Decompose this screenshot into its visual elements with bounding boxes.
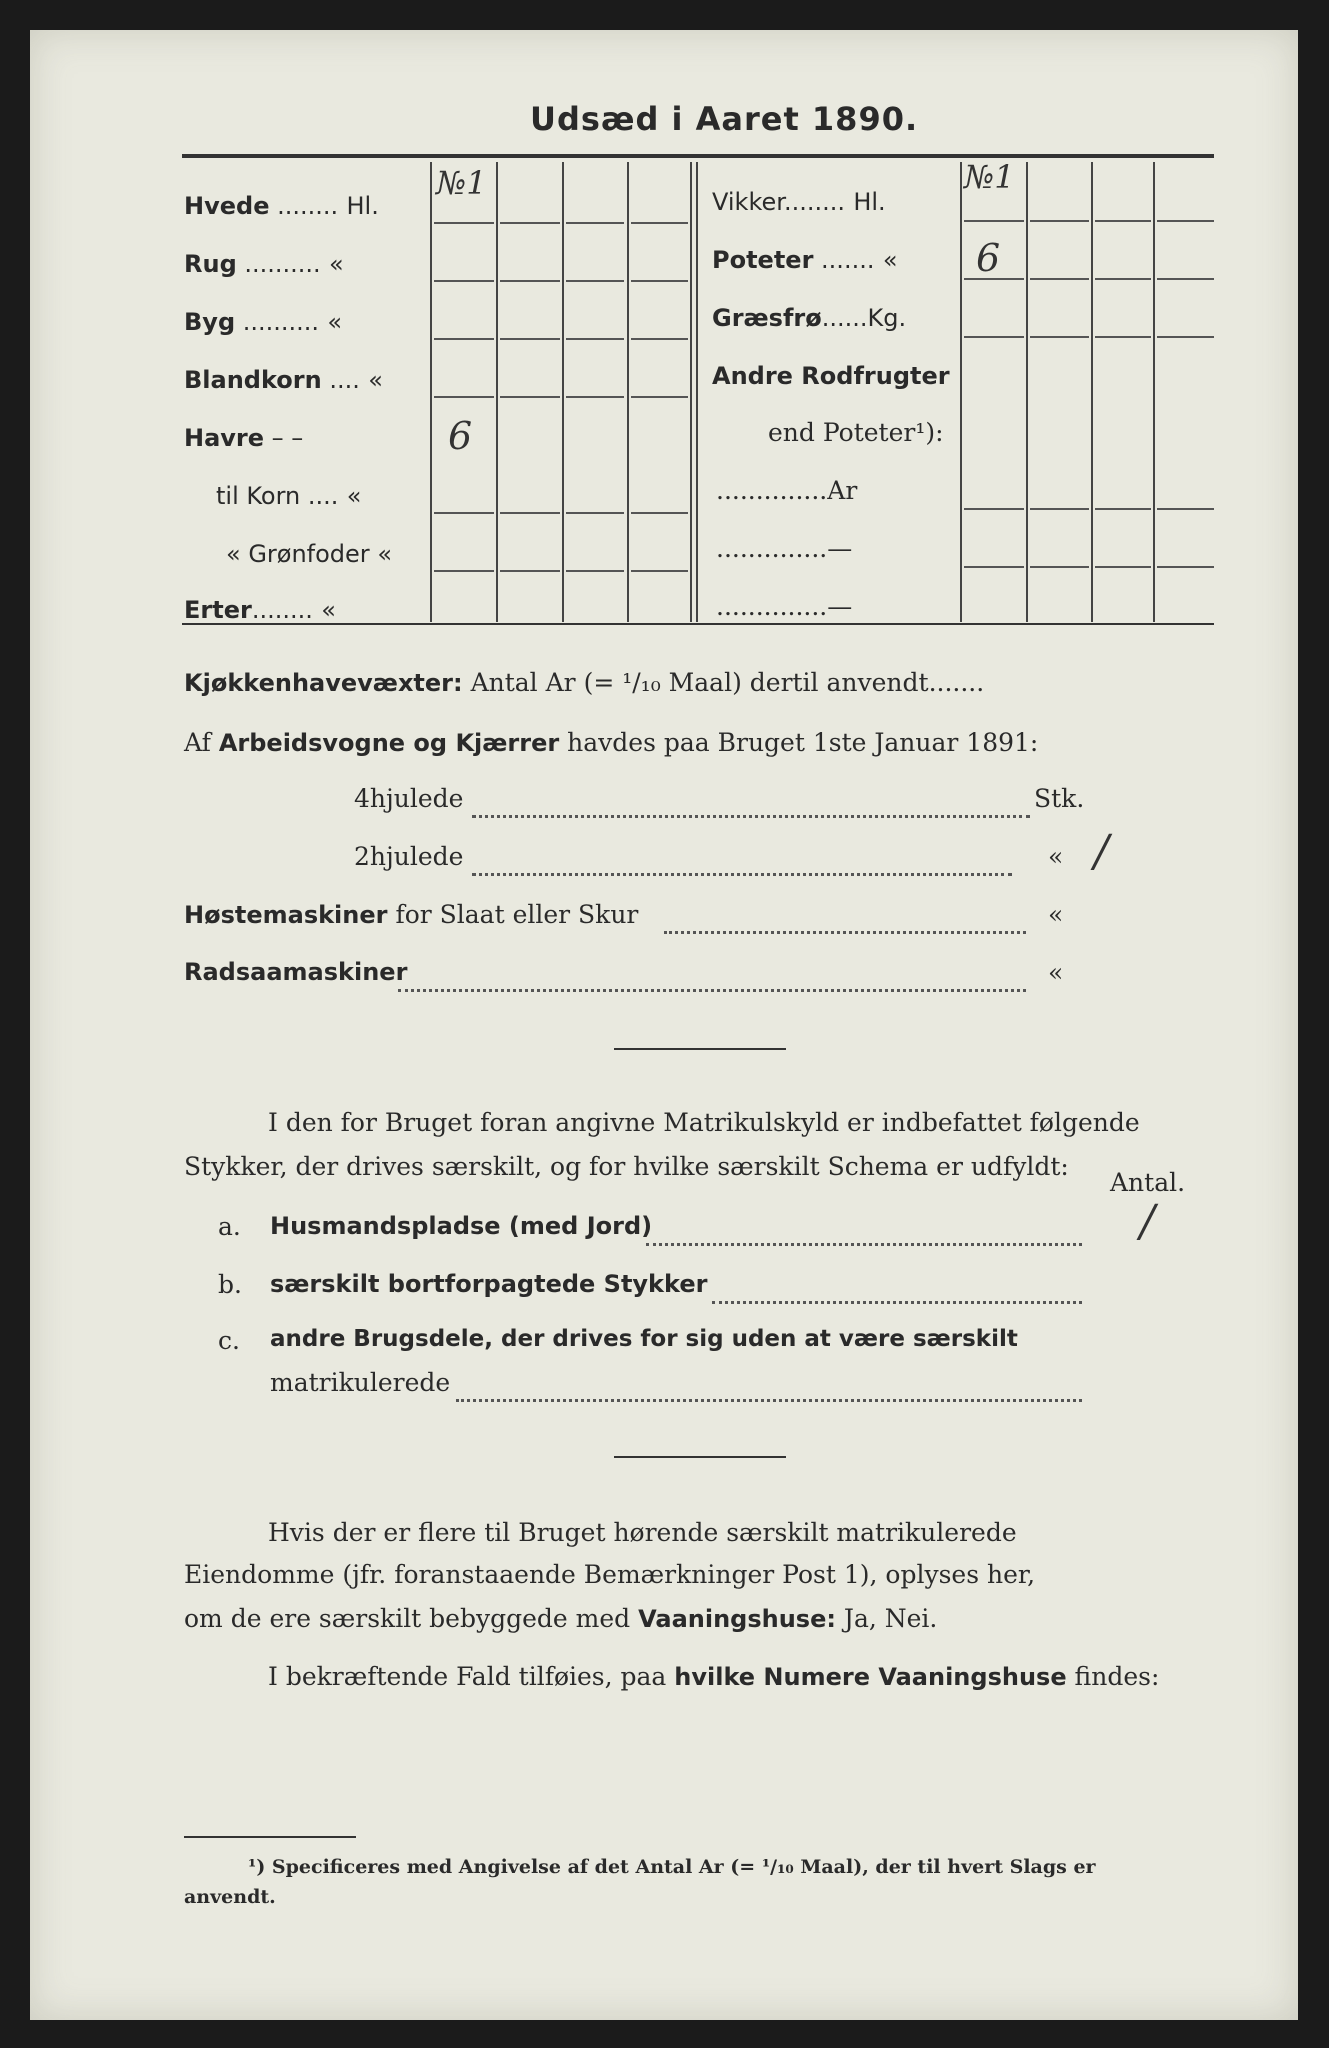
cell-line [500,570,560,572]
cell-line [631,396,688,398]
page-title: Udsæd i Aaret 1890. [530,100,919,138]
col-divider [496,162,498,622]
cell-line [500,280,560,282]
item-a-dots [646,1234,1082,1253]
item-a-letter: a. [218,1212,241,1241]
para2-line1: Hvis der er flere til Bruget hørende særskilt matrikulerede [268,1518,1017,1547]
row-label-ar: ..............Ar [716,476,858,505]
cell-line [1030,566,1089,568]
cell-line [964,220,1024,222]
hjul4-unit: Stk. [1034,784,1085,813]
item-c-dots [456,1390,1082,1409]
row-label-andre-rodfrugter: Andre Rodfrugter [712,362,950,390]
row-label-havre: Havre – – [184,424,304,452]
para2-line3: om de ere særskilt bebyggede med Vaaningshuse: Ja, Nei. [184,1604,938,1633]
row-label-erter: Erter........ « [184,596,336,624]
cell-line [566,338,624,340]
footnote-rule [184,1836,356,1838]
cell-line [631,280,688,282]
cell-line [566,396,624,398]
arbeid-line: Af Arbeidsvogne og Kjærrer havdes paa Bruget 1ste Januar 1891: [184,728,1039,757]
footnote-line1: ¹) Specificeres med Angivelse af det Antal Ar (= ¹/₁₀ Maal), der til hvert Slags er [248,1856,1096,1878]
cell-line [1030,508,1089,510]
row-label-gronfoder: « Grønfoder « [226,540,392,568]
item-b-text: særskilt bortforpagtede Stykker [270,1270,708,1298]
hjul2-label: 2hjulede [354,842,464,871]
para1-line1: I den for Bruget foran angivne Matrikulskyld er indbefattet følgende [268,1108,1140,1137]
cell-line [566,222,624,224]
col-divider [696,162,698,622]
para2-line4: I bekræftende Fald tilføies, paa hvilke Numere Vaaningshuse findes: [268,1662,1160,1691]
cell-line [1157,508,1214,510]
cell-line [500,222,560,224]
cell-line [1095,566,1151,568]
item-b-letter: b. [218,1270,242,1299]
hjul2-dots [472,864,1012,883]
row-label-til-korn: til Korn .... « [216,482,362,510]
cell-line [1030,220,1089,222]
radsaa-dots [398,980,1026,999]
antal-header: Antal. [1110,1168,1186,1197]
col-divider [690,162,692,622]
cell-line [566,570,624,572]
cell-line [1030,336,1089,338]
section-divider [614,1048,786,1050]
cell-line [1157,278,1214,280]
table-bottom-rule [182,623,1214,625]
cell-line [500,512,560,514]
cell-line [500,396,560,398]
cell-line [1095,220,1151,222]
item-c-letter: c. [218,1326,240,1355]
cell-line [1157,566,1214,568]
cell-line [964,508,1024,510]
handwritten-vikker-value: №1 [964,158,1015,196]
hoste-unit: « [1048,900,1064,929]
item-c-text2: matrikulerede [270,1368,451,1397]
hjul2-unit: « [1048,842,1064,871]
cell-line [1157,336,1214,338]
handwritten-poteter-value: 6 [976,236,1001,280]
row-label-end-poteter: end Poteter¹): [768,418,944,447]
handwritten-hjul2-value: / [1094,826,1109,877]
col-divider [960,162,962,622]
cell-line [434,338,494,340]
row-label-rug: Rug .......... « [184,250,344,278]
cell-line [434,512,494,514]
hoste-dots [664,922,1026,941]
cell-line [566,280,624,282]
para1-line2: Stykker, der drives særskilt, og for hvilke særskilt Schema er udfyldt: [184,1152,1069,1181]
col-divider [1091,162,1093,622]
cell-line [631,512,688,514]
hjul4-label: 4hjulede [354,784,464,813]
cell-line [964,336,1024,338]
row-label-vikker: Vikker........ Hl. [712,188,886,216]
row-label-blank-2: ..............— [716,592,853,621]
cell-line [964,566,1024,568]
cell-line [1095,278,1151,280]
col-divider [1026,162,1028,622]
col-divider [627,162,629,622]
hjul4-dots [472,806,1030,825]
cell-line [1095,508,1151,510]
col-divider [1153,162,1155,622]
kjokken-line: Kjøkkenhavevæxter: Antal Ar (= ¹/₁₀ Maal) dertil anvendt....... [184,668,985,697]
table-top-rule [182,154,1214,158]
handwritten-hvede-value: №1 [436,164,487,202]
row-label-poteter: Poteter ....... « [712,246,898,274]
row-label-graesfro: Græsfrø......Kg. [712,304,907,332]
radsaa-unit: « [1048,958,1064,987]
handwritten-item-a-value: / [1140,1196,1155,1247]
section-divider [614,1456,786,1458]
cell-line [434,396,494,398]
cell-line [434,280,494,282]
handwritten-havre-value: 6 [448,414,473,458]
cell-line [500,338,560,340]
radsaa-label: Radsaamaskiner [184,958,408,986]
item-c-text: andre Brugsdele, der drives for sig uden at være særskilt [270,1326,1018,1352]
item-b-dots [712,1292,1082,1311]
row-label-hvede: Hvede ........ Hl. [184,192,379,220]
footnote-line2: anvendt. [184,1886,276,1908]
col-divider [430,162,432,622]
cell-line [631,570,688,572]
row-label-byg: Byg .......... « [184,308,343,336]
para2-line2: Eiendomme (jfr. foranstaaende Bemærkninger Post 1), oplyses her, [184,1560,1036,1589]
hoste-line: Høstemaskiner for Slaat eller Skur [184,900,639,929]
cell-line [1095,336,1151,338]
cell-line [1030,278,1089,280]
cell-line [566,512,624,514]
cell-line [631,222,688,224]
item-a-text: Husmandspladse (med Jord) [270,1212,653,1240]
row-label-blandkorn: Blandkorn .... « [184,366,383,394]
cell-line [1157,220,1214,222]
cell-line [631,338,688,340]
row-label-blank-1: ..............— [716,534,853,563]
cell-line [434,222,494,224]
col-divider [562,162,564,622]
cell-line [434,570,494,572]
